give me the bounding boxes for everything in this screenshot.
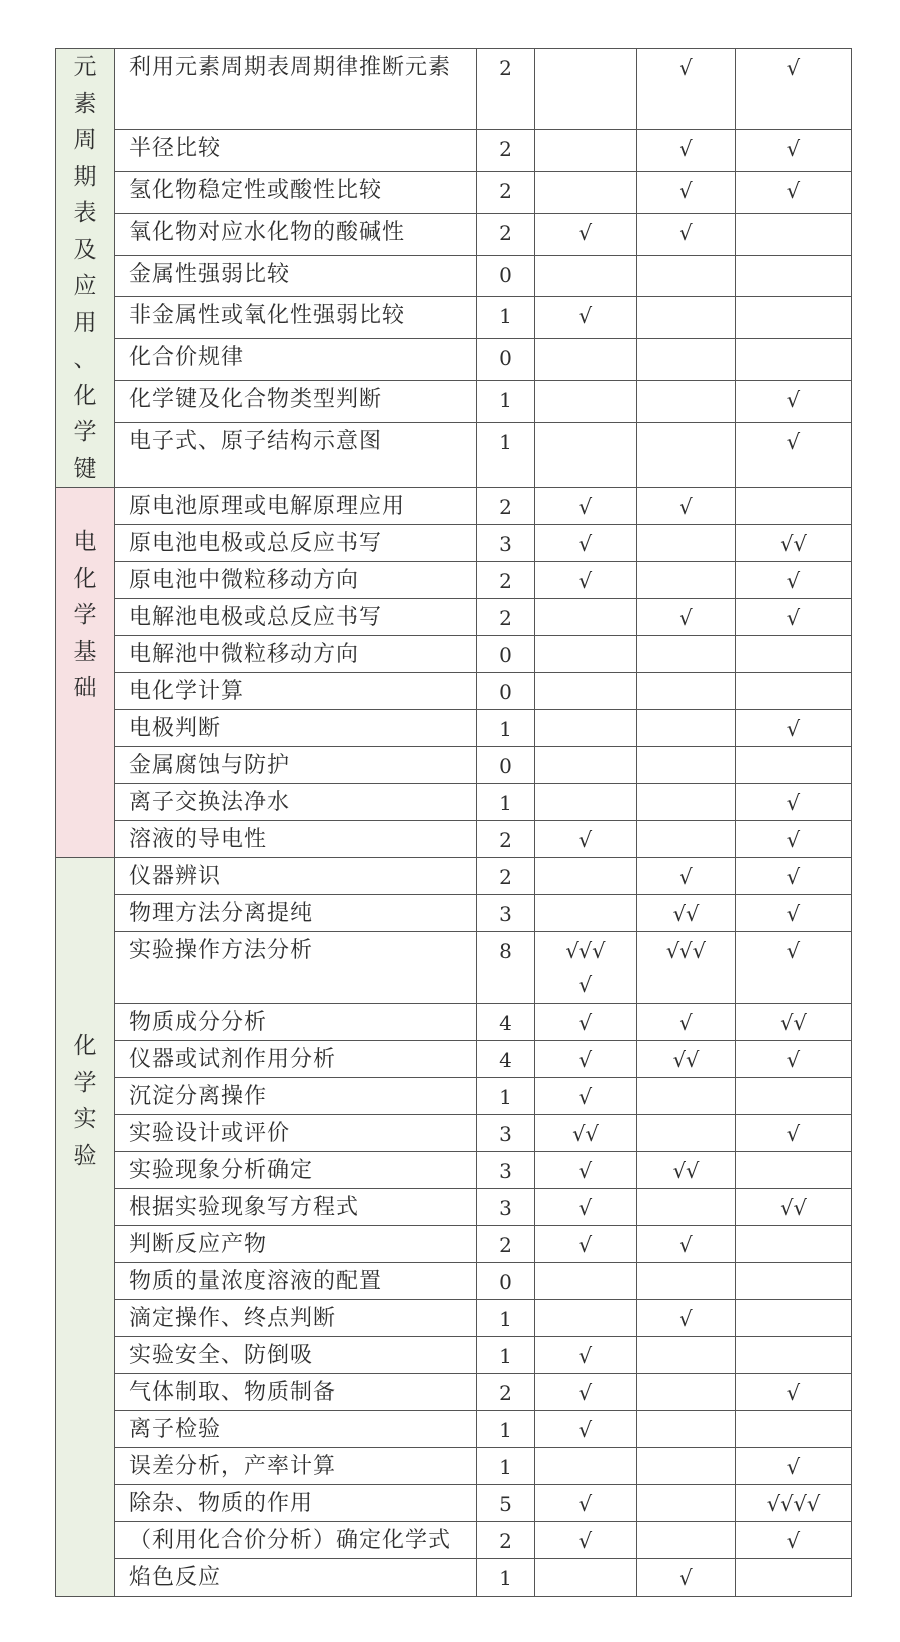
check-cell-c1 [535,297,637,339]
table-row [56,747,852,784]
topic-cell: 焰色反应 [115,1559,477,1597]
check-cell-c2 [637,1078,736,1115]
score-cell: 2 [477,172,535,214]
table-row [56,1189,852,1226]
check-mark: √√ [672,1048,700,1072]
check-cell-c3 [736,1300,852,1337]
score-cell: 2 [477,562,535,599]
check-cell-c2 [637,1004,736,1041]
check-mark: √ [679,1233,693,1257]
check-cell-c2 [637,339,736,381]
topic-cell: 物理方法分离提纯 [115,895,477,932]
check-cell-c2 [637,747,736,784]
check-cell-c1 [535,1004,637,1041]
topic-cell: 物质的量浓度溶液的配置 [115,1263,477,1300]
check-cell-c2 [637,172,736,214]
check-cell-c3 [736,1115,852,1152]
score-cell: 1 [477,784,535,821]
check-mark: √ [786,791,801,815]
table-row [56,488,852,525]
check-cell-c1 [535,525,637,562]
check-cell-c1 [535,1522,637,1559]
check-mark: √ [578,1529,593,1553]
table-row [56,1411,852,1448]
check-cell-c1 [535,747,637,784]
check-cell-c3 [736,488,852,525]
topic-cell: 电极判断 [115,710,477,747]
section-label [56,858,115,1597]
topic-cell: 电解池电极或总反应书写 [115,599,477,636]
check-cell-c3 [736,747,852,784]
check-cell-c2 [637,1411,736,1448]
score-cell: 1 [477,1448,535,1485]
check-cell-c1 [535,821,637,858]
table-row [56,1004,852,1041]
check-cell-c1 [535,49,637,130]
check-mark: √ [578,1196,593,1220]
score-cell: 0 [477,339,535,381]
check-mark: √ [786,179,801,203]
check-cell-c3 [736,1485,852,1522]
score-cell: 4 [477,1041,535,1078]
topic-cell: 原电池中微粒移动方向 [115,562,477,599]
check-cell-c3 [736,1078,852,1115]
table-row [56,1078,852,1115]
check-cell-c2 [637,130,736,172]
check-cell-c2 [637,562,736,599]
check-cell-c3 [736,636,852,673]
topic-cell: 仪器或试剂作用分析 [115,1041,477,1078]
check-mark: √√ [672,1159,700,1183]
check-mark: √ [578,532,593,556]
table-row [56,1226,852,1263]
check-cell-c1 [535,488,637,525]
check-cell-c1 [535,895,637,932]
topic-cell: 利用元素周期表周期律推断元素 [115,49,477,130]
topic-cell: 判断反应产物 [115,1226,477,1263]
check-cell-c3 [736,673,852,710]
check-mark: √ [679,1307,693,1331]
check-cell-c2 [637,1448,736,1485]
check-cell-c3 [736,255,852,297]
check-mark: √ [786,606,801,630]
table-row [56,1263,852,1300]
table-row [56,255,852,297]
check-cell-c2 [637,488,736,525]
check-cell-c1 [535,339,637,381]
check-mark: √ [578,1011,593,1035]
check-cell-c2 [637,1263,736,1300]
check-mark: √ [786,828,801,852]
check-cell-c3 [736,213,852,255]
check-mark: √ [578,569,593,593]
check-cell-c3 [736,130,852,172]
table-row [56,339,852,381]
check-mark: √√ [780,532,807,556]
table-row [56,673,852,710]
check-mark: √√√ [665,939,707,963]
check-mark: √√√√ [766,1492,821,1516]
table-row [56,297,852,339]
check-cell-c1 [535,255,637,297]
score-cell: 4 [477,1004,535,1041]
topic-cell: 实验现象分析确定 [115,1152,477,1189]
check-cell-c1 [535,1448,637,1485]
check-cell-c3 [736,562,852,599]
check-mark: √√ [780,1011,807,1035]
check-mark: √ [786,137,801,162]
topic-cell: 电解池中微粒移动方向 [115,636,477,673]
score-cell: 1 [477,1078,535,1115]
score-cell: 0 [477,747,535,784]
check-cell-c3 [736,339,852,381]
topic-cell: 离子检验 [115,1411,477,1448]
check-mark: √√ [780,1196,807,1220]
topic-cell: 除杂、物质的作用 [115,1485,477,1522]
check-mark: √ [578,1381,593,1405]
check-cell-c3 [736,1374,852,1411]
check-mark-wrap: √ [578,973,593,997]
check-mark: √ [679,1566,693,1590]
check-mark: √√ [672,902,700,926]
score-cell: 2 [477,213,535,255]
section-label-text: 元 素 周 期 表 及 应 用 、 化 学 键 [73,54,97,482]
check-mark: √ [786,1455,801,1479]
check-cell-c3 [736,297,852,339]
check-cell-c1 [535,1041,637,1078]
table-row [56,636,852,673]
table-row [56,895,852,932]
check-mark: √ [578,1159,593,1183]
check-cell-c2 [637,49,736,130]
check-cell-c3 [736,1448,852,1485]
topic-cell: 沉淀分离操作 [115,1078,477,1115]
check-cell-c1 [535,784,637,821]
check-cell-c3 [736,1522,852,1559]
check-cell-c2 [637,297,736,339]
topic-cell: 非金属性或氧化性强弱比较 [115,297,477,339]
section-label-text: 电 化 学 基 础 [73,529,97,701]
check-cell-c1 [535,1226,637,1263]
check-cell-c2 [637,255,736,297]
check-mark: √ [786,1529,801,1553]
score-cell: 1 [477,422,535,488]
table-row [56,1485,852,1522]
table-row [56,49,852,130]
check-cell-c2 [637,710,736,747]
topic-cell: 滴定操作、终点判断 [115,1300,477,1337]
topic-cell: 化合价规律 [115,339,477,381]
check-cell-c3 [736,525,852,562]
check-mark: √ [786,569,801,593]
check-cell-c2 [637,1374,736,1411]
score-cell: 8 [477,932,535,1004]
check-cell-c2 [637,1041,736,1078]
check-cell-c3 [736,821,852,858]
check-mark: √ [786,1048,801,1072]
check-cell-c2 [637,636,736,673]
score-cell: 3 [477,1115,535,1152]
score-cell: 1 [477,1337,535,1374]
table-row [56,1522,852,1559]
check-cell-c1 [535,599,637,636]
table-row [56,562,852,599]
score-cell: 1 [477,1411,535,1448]
check-mark: √ [679,865,693,889]
check-cell-c2 [637,784,736,821]
check-cell-c1 [535,422,637,488]
topic-cell: 半径比较 [115,130,477,172]
check-cell-c1 [535,1411,637,1448]
check-mark: √ [679,495,693,519]
check-cell-c1 [535,1078,637,1115]
table-row [56,1300,852,1337]
check-cell-c3 [736,710,852,747]
check-cell-c1 [535,673,637,710]
table-row [56,710,852,747]
check-cell-c2 [637,1189,736,1226]
score-cell: 0 [477,255,535,297]
topic-cell: 物质成分分析 [115,1004,477,1041]
check-cell-c3 [736,1226,852,1263]
check-cell-c3 [736,895,852,932]
table-row [56,525,852,562]
check-mark: √√ [572,1122,599,1146]
topic-cell: 氢化物稳定性或酸性比较 [115,172,477,214]
check-cell-c2 [637,213,736,255]
score-cell: 2 [477,858,535,895]
topic-cell: 离子交换法净水 [115,784,477,821]
check-cell-c1 [535,1485,637,1522]
check-mark: √ [578,1085,593,1109]
section-label [56,49,115,488]
check-cell-c3 [736,1337,852,1374]
check-mark: √√√ [565,939,606,963]
topic-cell: 误差分析，产率计算 [115,1448,477,1485]
check-cell-c2 [637,1300,736,1337]
check-cell-c2 [637,673,736,710]
check-mark: √ [786,939,801,963]
check-cell-c2 [637,599,736,636]
check-cell-c2 [637,895,736,932]
check-cell-c3 [736,49,852,130]
score-cell: 2 [477,1522,535,1559]
score-cell: 1 [477,1300,535,1337]
check-cell-c3 [736,784,852,821]
check-mark: √ [578,1233,593,1257]
check-cell-c1 [535,710,637,747]
check-cell-c1 [535,1300,637,1337]
table-row [56,1559,852,1597]
check-mark: √ [679,606,693,630]
check-mark: √ [786,902,801,926]
table-row [56,1041,852,1078]
topic-cell: 化学键及化合物类型判断 [115,380,477,422]
check-mark: √ [578,828,593,852]
check-cell-c2 [637,858,736,895]
check-cell-c2 [637,821,736,858]
table-row [56,172,852,214]
check-cell-c2 [637,932,736,1004]
check-cell-c3 [736,1559,852,1597]
score-cell: 1 [477,710,535,747]
check-mark: √ [679,1011,693,1035]
topic-cell: 电子式、原子结构示意图 [115,422,477,488]
topic-cell: 电化学计算 [115,673,477,710]
topic-cell: 金属腐蚀与防护 [115,747,477,784]
check-cell-c1 [535,1115,637,1152]
topic-cell: 实验设计或评价 [115,1115,477,1152]
table-row [56,1152,852,1189]
topic-cell: 氧化物对应水化物的酸碱性 [115,213,477,255]
check-cell-c3 [736,1152,852,1189]
check-mark: √ [786,865,801,889]
check-mark: √ [679,56,693,80]
score-cell: 1 [477,380,535,422]
table-row [56,1337,852,1374]
check-cell-c1 [535,932,637,1004]
check-mark: √ [679,137,693,162]
check-cell-c1 [535,636,637,673]
score-cell: 1 [477,297,535,339]
check-mark: √ [578,1418,593,1442]
topic-cell: 实验安全、防倒吸 [115,1337,477,1374]
check-cell-c1 [535,380,637,422]
check-mark: √ [679,220,693,245]
score-cell: 2 [477,821,535,858]
table-row [56,599,852,636]
table-row [56,858,852,895]
check-cell-c3 [736,1189,852,1226]
check-cell-c2 [637,380,736,422]
check-mark: √ [786,717,801,741]
check-cell-c2 [637,1559,736,1597]
section-label-text: 化 学 实 验 [73,1033,97,1169]
check-mark: √ [578,220,593,245]
check-mark: √ [786,429,801,454]
check-mark: √ [578,1048,593,1072]
check-cell-c3 [736,1263,852,1300]
check-cell-c1 [535,1152,637,1189]
table-row [56,1115,852,1152]
check-cell-c3 [736,599,852,636]
score-cell: 0 [477,636,535,673]
check-cell-c1 [535,858,637,895]
check-mark: √ [578,304,593,329]
check-mark: √ [578,495,593,519]
table-row [56,130,852,172]
table-row [56,1448,852,1485]
check-cell-c3 [736,858,852,895]
score-cell: 2 [477,1226,535,1263]
check-cell-c1 [535,1559,637,1597]
check-cell-c1 [535,213,637,255]
score-cell: 0 [477,673,535,710]
check-cell-c2 [637,1337,736,1374]
check-cell-c2 [637,1152,736,1189]
check-cell-c1 [535,1374,637,1411]
check-cell-c1 [535,130,637,172]
score-cell: 3 [477,895,535,932]
topic-cell: 溶液的导电性 [115,821,477,858]
check-cell-c3 [736,1004,852,1041]
topic-cell: 原电池原理或电解原理应用 [115,488,477,525]
check-cell-c2 [637,525,736,562]
check-cell-c3 [736,1041,852,1078]
check-mark: √ [786,1122,801,1146]
check-cell-c1 [535,562,637,599]
check-cell-c2 [637,1115,736,1152]
score-cell: 2 [477,49,535,130]
check-cell-c3 [736,422,852,488]
check-cell-c3 [736,380,852,422]
check-cell-c3 [736,1411,852,1448]
check-cell-c2 [637,1522,736,1559]
score-cell: 3 [477,1189,535,1226]
topic-cell: 仪器辨识 [115,858,477,895]
table-row [56,213,852,255]
score-cell: 2 [477,599,535,636]
score-cell: 1 [477,1559,535,1597]
check-cell-c2 [637,1226,736,1263]
check-cell-c1 [535,1337,637,1374]
exam-topic-table [55,48,852,1597]
score-cell: 2 [477,1374,535,1411]
table-row [56,422,852,488]
score-cell: 2 [477,488,535,525]
topic-cell: 根据实验现象写方程式 [115,1189,477,1226]
topic-cell: 实验操作方法分析 [115,932,477,1004]
check-cell-c1 [535,172,637,214]
topic-cell: （利用化合价分析）确定化学式 [115,1522,477,1559]
table-row [56,1374,852,1411]
score-cell: 3 [477,1152,535,1189]
table-row [56,932,852,1004]
check-cell-c3 [736,932,852,1004]
check-mark: √ [786,387,801,412]
check-mark: √ [578,1344,593,1368]
table-body [56,49,852,1597]
score-cell: 5 [477,1485,535,1522]
score-cell: 0 [477,1263,535,1300]
check-cell-c1 [535,1189,637,1226]
table-row [56,821,852,858]
check-cell-c2 [637,1485,736,1522]
topic-cell: 原电池电极或总反应书写 [115,525,477,562]
check-cell-c1 [535,1263,637,1300]
table-row [56,380,852,422]
table-row [56,784,852,821]
topic-cell: 气体制取、物质制备 [115,1374,477,1411]
score-cell: 2 [477,130,535,172]
check-cell-c3 [736,172,852,214]
section-label [56,488,115,858]
check-mark: √ [578,1492,593,1516]
check-mark: √ [786,1381,801,1405]
check-cell-c2 [637,422,736,488]
topic-cell: 金属性强弱比较 [115,255,477,297]
score-cell: 3 [477,525,535,562]
check-mark: √ [786,56,801,80]
check-mark: √ [679,179,693,203]
